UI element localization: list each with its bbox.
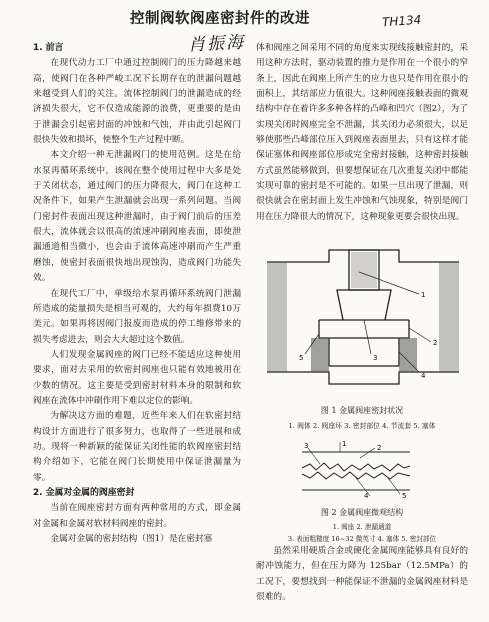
figure-label: 1 — [342, 440, 347, 448]
article-title: 控制阀软阀座密封件的改进 — [130, 11, 310, 27]
figure-label: 5 — [402, 492, 407, 500]
figure-label: 5 — [299, 354, 304, 362]
figure-1-legend: 1. 阀体 2. 阀座环 3. 密封部位 4. 节流套 5. 塞体 — [288, 422, 436, 430]
figure-label: 2 — [433, 339, 438, 347]
figure-1-valve-seat-diagram — [259, 242, 467, 392]
figure-label: 3 — [373, 354, 378, 362]
right-column — [256, 41, 468, 225]
figure-label: 1 — [421, 291, 426, 299]
figure-2-legend-line: 1. 阀座 2. 泄漏通道 — [332, 523, 392, 531]
paragraph: 本文介绍一种无泄漏阀门的使用范例。这是在给水泵再循环系统中，该阀在整个使用过程中大多是处于关闭状态，通过阀门的压力降很大，阀门在这种工况条件下，如果产生泄漏就会出现一系列问题。当阀门密封件表面出现这种泄漏时，由于阀门前后的压差很大，流体就会以很高的流速冲刷阀座表面，即使泄漏通道相当微小，也会由于流体高速冲刷而产生严重磨蚀，使密封表面很快地出现蚀沟，造成阀门功能失效。 — [33, 150, 241, 284]
figure-2-micro-structure-diagram — [300, 438, 412, 500]
figure-label: 2 — [377, 444, 382, 452]
paragraph: 为解决这方面的难题，近些年来人们在软密封结构设计方面进行了很多努力，也取得了一些进展和成功。现将一种新颖的能保证关闭性能的软阀座密封结构介绍如下，它能在阀门长期使用中保证泄漏量为零。 — [33, 411, 241, 483]
section-heading: 1. 前言 — [33, 43, 64, 53]
figure-label: 3 — [304, 442, 309, 450]
paragraph: 金属对金属的密封结构（图1）是在密封塞 — [50, 534, 213, 544]
classification-number: TH134 — [381, 12, 422, 30]
paragraph: 体和阀座之间采用不同的角度来实现线接触密封的，采用这种方法时，驱动装置的推力是作用在一个很小的窄条上，因此在阀座上所产生的应力也只是作用在很小的面积上，其结部应力值很大。这种阀座接触表面的微观结构中存在着许多多种各样的凸峰和凹穴（图2），为了实现关闭时阀座完全不泄漏，其关闭力必须很大，以足够使那些凸峰部位压入到阀座表面里去，只有这样才能保证塞体和阀座部位形成完全密封接触，这种密封接触方式虽然能够做到，但要想保证在几次重复关闭中都能实现可靠的密封是不可能的。如果一旦出现了泄漏，则很快就会在密封面上发生冲蚀和气蚀现象，特别是阀门用在压力降很大的情况下，这种现象更要会很快出现。 — [256, 43, 468, 222]
figure-2-caption: 图 2 金属阀座微观结构 — [320, 508, 404, 517]
paragraph: 在现代工厂中，单级给水泵再循环系统阀门泄漏所造成的能量损失是相当可观的，大约每年损费10万美元。如果再将因阀门报废而造成的停工维修带来的损失考虑进去，则会大大超过这个数值。 — [33, 288, 241, 345]
paragraph: 在现代动力工厂中通过控制阀门的压力降越来越高，使阀门在各种严峻工况下长期存在的泄漏问题越来越受到人们的关注。流体控制阀门的泄漏造成的经济损失很大，它不仅造成能源的浪费，更重要的是由于泄漏会引起密封面的冲蚀和气蚀，并由此引起阀门很快失效和损坏，使整个生产过程中断。 — [33, 58, 241, 146]
paragraph: 人们发现金属阀座的阀门已经不能适应这种使用要求，面对去采用的软密封阀座也只能有效地被用在少数的情况。这主要是受到密封材料本身的限制和软阀座在流体中冲刷作用下难以定位的影响。 — [33, 349, 241, 406]
paragraph: 虽然采用硬质合金或硬化金属阀座能够具有良好的耐冲蚀能力，但在压力降为 125bar（12.5MPa）的工况下，要想找到一种能保证不泄漏的金属阀座材料是很难的。 — [256, 546, 468, 603]
author-name: 肖振海 — [187, 32, 246, 56]
right-column-closing — [256, 544, 468, 605]
figure-2-legend — [256, 522, 468, 545]
figure-label: 4 — [364, 492, 369, 500]
paragraph: 当前在阀座密封方面有两种常用的方式，即金属对金属和金属对软材料阀座的密封。 — [33, 503, 241, 529]
figure-label: 4 — [421, 372, 426, 380]
figure-1-caption: 图 1 金属阀座密封状况 — [320, 406, 404, 415]
section-heading: 2. 金属对金属的阀座密封 — [33, 487, 135, 498]
left-column — [33, 41, 241, 547]
figure-2-legend-line: 3. 表面粗糙度 16~32 微英寸 4. 塞体 5. 密封部位 — [287, 534, 437, 543]
